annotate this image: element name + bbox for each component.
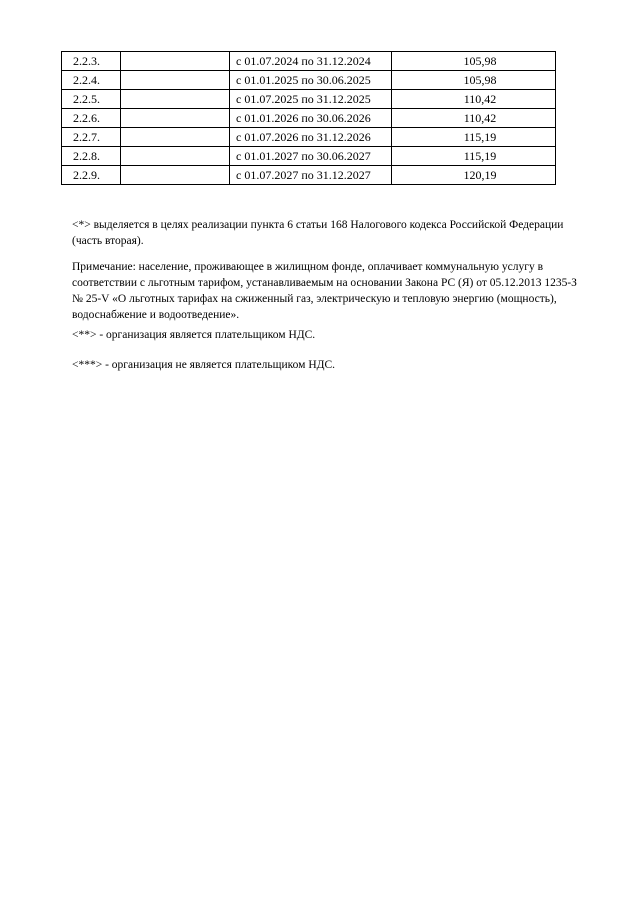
table-row [62, 90, 556, 109]
row-value: 115,19 [392, 147, 556, 166]
table-row [62, 147, 556, 166]
row-value: 105,98 [392, 52, 556, 71]
row-number: 2.2.5. [62, 90, 121, 109]
row-name [121, 147, 230, 166]
row-name [121, 166, 230, 185]
row-name [121, 128, 230, 147]
row-period: с 01.01.2027 по 30.06.2027 [230, 147, 392, 166]
row-number: 2.2.9. [62, 166, 121, 185]
row-value: 110,42 [392, 90, 556, 109]
row-number: 2.2.6. [62, 109, 121, 128]
row-value: 120,19 [392, 166, 556, 185]
vat-payer-footnote: <**> - организация является плательщиком НДС. [72, 329, 316, 341]
vat-non-payer-footnote: <***> - организация не является плательщиком НДС. [72, 359, 336, 371]
row-period: с 01.07.2024 по 31.12.2024 [230, 52, 392, 71]
row-value: 110,42 [392, 109, 556, 128]
row-name [121, 71, 230, 90]
row-value: 115,19 [392, 128, 556, 147]
row-number: 2.2.8. [62, 147, 121, 166]
row-period: с 01.01.2025 по 30.06.2025 [230, 71, 392, 90]
tariff-table-body [62, 52, 556, 185]
row-value: 105,98 [392, 71, 556, 90]
row-period: с 01.01.2026 по 30.06.2026 [230, 109, 392, 128]
row-name [121, 109, 230, 128]
table-row [62, 166, 556, 185]
table-row [62, 109, 556, 128]
row-name [121, 90, 230, 109]
row-name [121, 52, 230, 71]
tariff-table [61, 51, 556, 185]
row-period: с 01.07.2027 по 31.12.2027 [230, 166, 392, 185]
row-period: с 01.07.2025 по 31.12.2025 [230, 90, 392, 109]
table-row [62, 128, 556, 147]
vat-footnote: <*> выделяется в целях реализации пункта 6 статьи 168 Налогового кодекса Российской Федерации (часть вторая). [72, 219, 564, 247]
row-period: с 01.07.2026 по 31.12.2026 [230, 128, 392, 147]
table-row [62, 52, 556, 71]
table-row [62, 71, 556, 90]
row-number: 2.2.4. [62, 71, 121, 90]
tariff-note: Примечание: население, проживающее в жилищном фонде, оплачивает коммунальную услугу в соответствии с льготным тарифом, устанавливаемым на основании Закона РС (Я) от 05.12.2013 1235-З № 25-V «О льготных тарифах на сжиженный газ, электрическую и тепловую энергию (мощность), водоснабжение и водоотведение». [72, 261, 577, 321]
row-number: 2.2.7. [62, 128, 121, 147]
row-number: 2.2.3. [62, 52, 121, 71]
